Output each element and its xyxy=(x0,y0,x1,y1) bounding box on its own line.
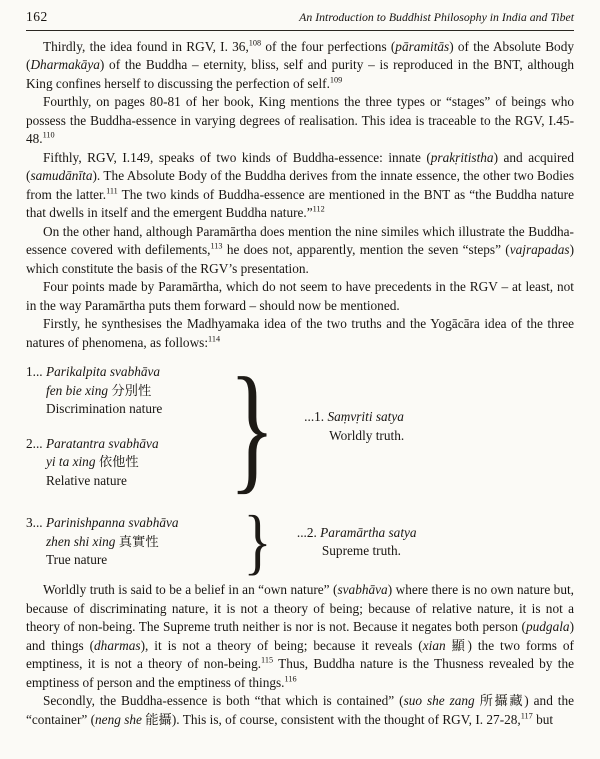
diagram-item-parinishpanna xyxy=(26,514,244,570)
result-2-number: ...2. xyxy=(296,524,317,540)
item-2-title xyxy=(26,435,230,454)
page-body xyxy=(26,38,574,730)
diagram-group-supreme-truth xyxy=(26,501,574,583)
item-2-sanskrit: Paratantra svabhāva xyxy=(45,435,159,451)
three-natures-diagram xyxy=(26,347,574,583)
item-3-chinese-line xyxy=(26,533,244,552)
diagram-items-3 xyxy=(26,514,244,570)
item-1-pinyin: fen bie xing xyxy=(46,382,109,398)
result-1-sanskrit: Saṃvṛiti satya xyxy=(327,409,404,424)
paragraph-fourthly: Fourthly, on pages 80-81 of her book, King mentions the three types or “stages” of beings who possess the Buddha-essence in varying degrees of realisation. This idea is traceable to the RGV, I.45-48.$^{110}$ xyxy=(26,94,574,146)
page-header xyxy=(26,8,574,27)
diagram-items-1-2 xyxy=(26,363,230,490)
paragraph-firstly: Firstly, he synthesises the Madhyamaka idea of the two truths and the Yogācāra idea of the three natures of phenomena, as follows:$^{114}$ xyxy=(26,316,574,350)
result-2-title xyxy=(297,524,417,543)
paragraph-other-hand: On the other hand, although Paramārtha does mention the nine similes which illustrate the Buddha-essence covered with defilements,$^{113}$ he does not, apparently, mention the seven “steps” (vajrapadas) which constitute the basis of the RGV’s presentation. xyxy=(26,223,574,276)
page-number: 162 xyxy=(26,9,48,24)
diagram-group-worldly-truth xyxy=(26,347,574,506)
item-2-pinyin: yi ta xing xyxy=(46,454,96,469)
item-1-english: Discrimination nature xyxy=(46,401,163,416)
item-1-sanskrit: Parikalpita svabhāva xyxy=(45,364,161,379)
item-1-chinese: 分別性 xyxy=(111,382,152,398)
item-3-sanskrit: Parinishpanna svabhāva xyxy=(45,515,179,531)
result-1-title xyxy=(304,408,404,427)
item-2-english: Relative nature xyxy=(46,472,127,488)
paragraph-four-points: Four points made by Paramārtha, which do not seem to have precedents in the RGV – at least, not in the way Paramārtha puts them forward – should now be mentioned. xyxy=(26,279,574,313)
paragraph-thirdly: Thirdly, the idea found in RGV, I. 36,$^{108}$ of the four perfections (pāramitās) of the Absolute Body (Dharmakāya) of the Buddha – eternity, bliss, self and purity – is reproduced in the BNT, although King confines herself to discussing the perfection of self.$^{109}$ xyxy=(26,38,575,91)
paragraph-fifthly: Fifthly, RGV, I.149, speaks of two kinds of Buddha-essence: innate (prakṛitistha) and acquired (samudānīta). The Absolute Body of the Buddha derives from the innate essence, the other two Bodies from the latter.$^{111}$ The two kinds of Buddha-essence are mentioned in the BNT as “the Buddha nature that dwells in itself and the emergent Buddha nature.”$^{112}$ xyxy=(26,149,574,220)
item-1-number: 1... xyxy=(26,364,43,379)
item-3-english: True nature xyxy=(46,552,108,568)
item-1-chinese-line xyxy=(26,382,230,401)
header-rule xyxy=(26,30,574,31)
running-title: An Introduction to Buddhist Philosophy in India and Tibet xyxy=(299,10,574,24)
result-2-sanskrit: Paramārtha satya xyxy=(320,524,417,540)
item-3-title xyxy=(26,514,244,533)
result-1-number: ...1. xyxy=(304,409,325,424)
item-3-pinyin: zhen shi xing xyxy=(46,533,116,549)
diagram-result-worldly-truth xyxy=(304,408,404,445)
result-2-english: Supreme truth. xyxy=(321,543,401,558)
curly-brace-small: } xyxy=(243,501,272,583)
item-2-chinese-line xyxy=(26,453,230,472)
paragraph-worldly-truth: Worldly truth is said to be a belief in an “own nature” (svabhāva) where there is no own nature but, because of discriminating nature, it is not a theory of being; because of relative nature, it is not a theory of non-being. The Supreme truth neither is nor is not. Because it negates both person (pudgala) and things (dharmas), it is not a theory of being; because it reveals (xian 顯) the two forms of emptiness, it is not a theory of non-being.$^{115}$ Thus, Buddha nature is the Thusness revealed by the emptiness of person and the emptiness of things.$^{116}$ xyxy=(26,582,574,690)
item-3-chinese: 真實性 xyxy=(118,533,159,549)
item-3-number: 3... xyxy=(26,515,43,531)
item-2-chinese: 依他性 xyxy=(98,454,139,469)
diagram-result-supreme-truth xyxy=(297,524,417,561)
item-2-number: 2... xyxy=(26,435,43,451)
paragraph-secondly: Secondly, the Buddha-essence is both “that which is contained” (suo she zang 所攝藏) and the “container” (neng she 能攝). This is, of course, consistent with the thought of RGV, I. 27-28,$^{117}$ but xyxy=(26,693,574,727)
diagram-item-paratantra xyxy=(26,435,230,491)
curly-brace-large: } xyxy=(228,347,276,506)
item-1-title xyxy=(26,363,230,382)
diagram-item-parikalpita xyxy=(26,363,230,419)
result-1-english: Worldly truth. xyxy=(329,427,405,443)
